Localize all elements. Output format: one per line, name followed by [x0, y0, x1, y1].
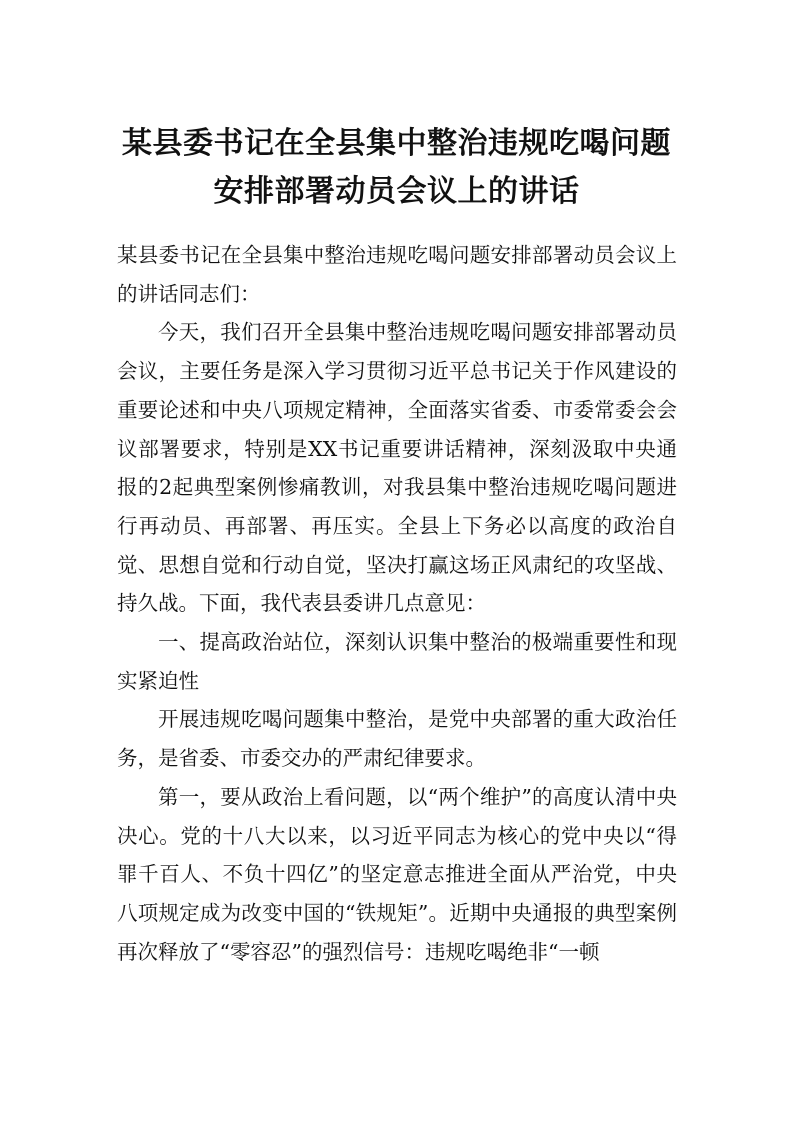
paragraph-point-1: 第一，要从政治上看问题，以“两个维护”的高度认清中央决心。党的十八大以来，以习近平同志为核心的党中央以“得罪千百人、不负十四亿”的坚定意志推进全面从严治党，中央八项规定成为改变中国的“铁规矩”。近期中央通报的典型案例再次释放了“零容忍”的强烈信号：违规吃喝绝非“一顿: [117, 784, 677, 964]
paragraph-salutation: 某县委书记在全县集中整治违规吃喝问题安排部署动员会议上的讲话同志们：: [117, 243, 677, 306]
paragraph-section-1-intro: 开展违规吃喝问题集中整治，是党中央部署的重大政治任务，是省委、市委交办的严肃纪律要求。: [117, 707, 677, 771]
paragraph-opening: 今天，我们召开全县集中整治违规吃喝问题安排部署动员会议，主要任务是深入学习贯彻习近平总书记关于作风建设的重要论述和中央八项规定精神，全面落实省委、市委常委会会议部署要求，特别是XX书记重要讲话精神，深刻汲取中央通报的2起典型案例惨痛教训，对我县集中整治违规吃喝问题进行再动员、再部署、再压实。全县上下务必以高度的政治自觉、思想自觉和行动自觉，坚决打赢这场正风肃纪的攻坚战、持久战。下面，我代表县委讲几点意见：: [117, 320, 677, 616]
document-body: [117, 236, 677, 971]
document-title-line-1: 某县委书记在全县集中整治违规吃喝问题: [122, 126, 671, 161]
section-heading-1: 一、提高政治站位，深刻认识集中整治的极端重要性和现实紧迫性: [117, 630, 677, 693]
document-title-line-2: 安排部署动员会议上的讲话: [213, 174, 580, 209]
